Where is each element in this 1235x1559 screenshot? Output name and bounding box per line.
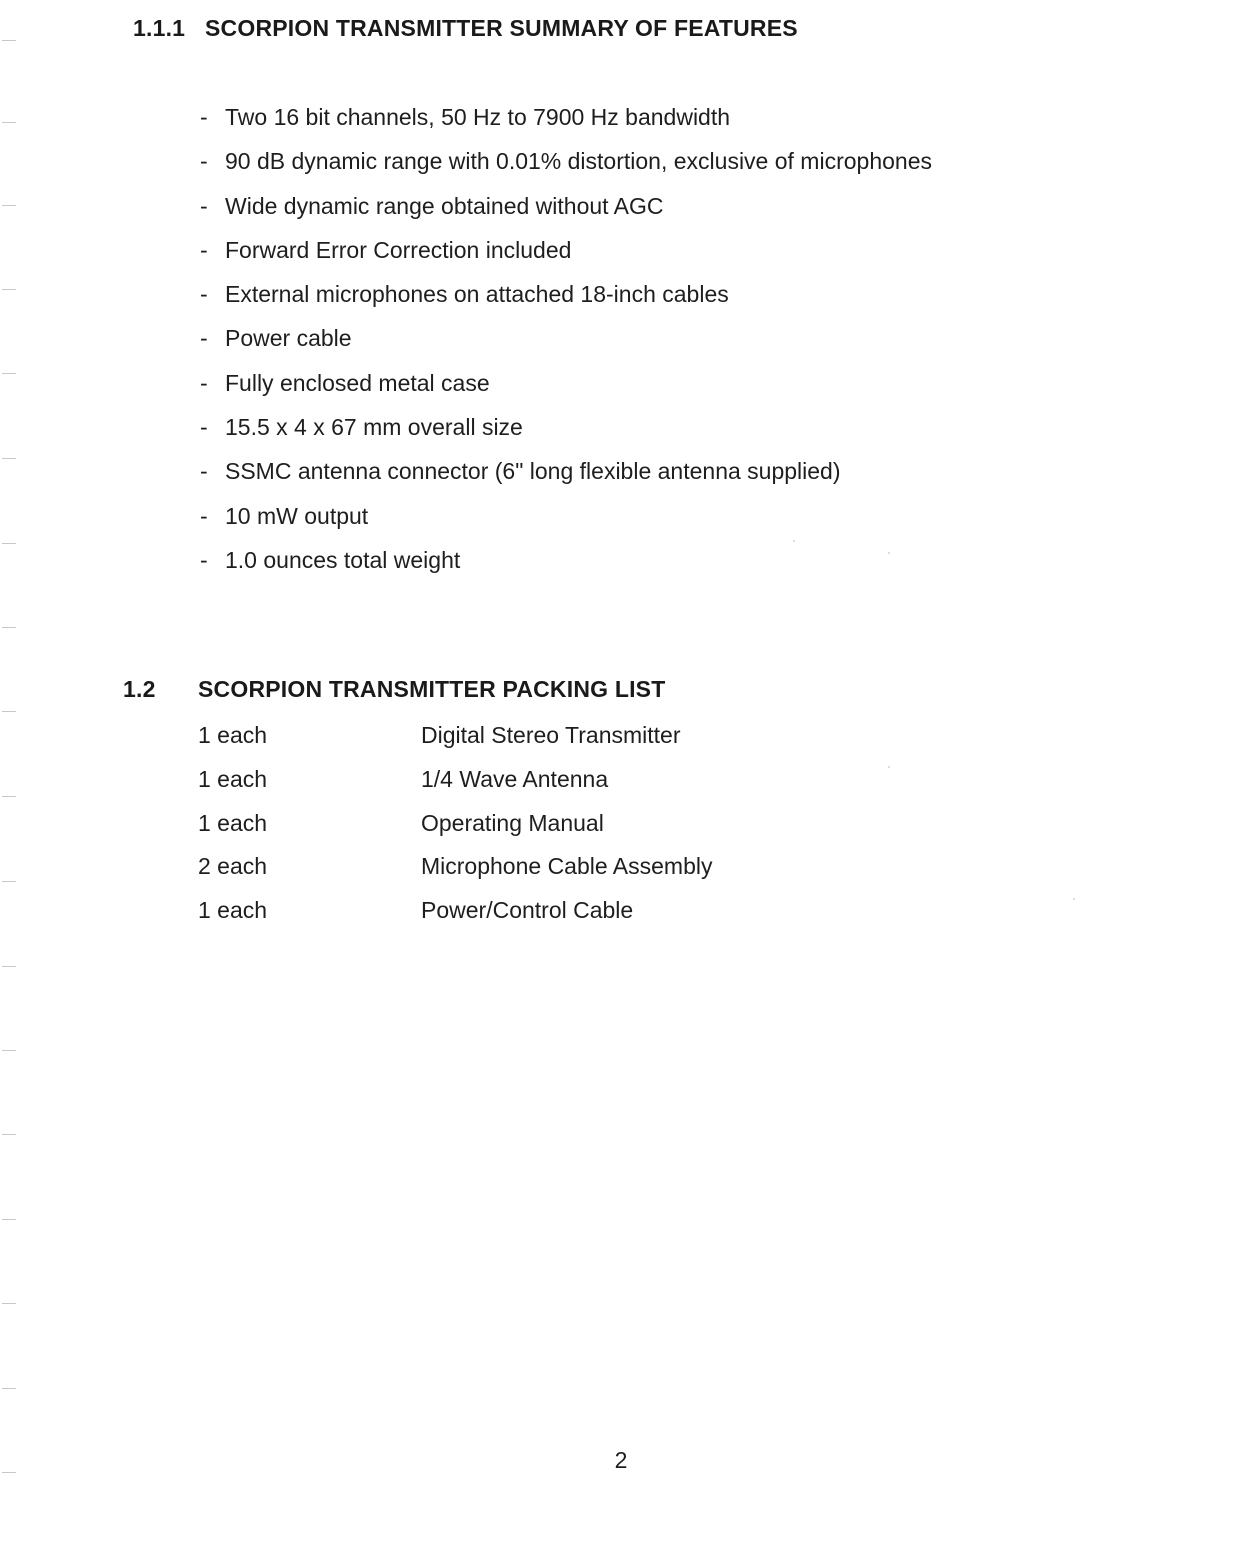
packing-item: Microphone Cable Assembly: [421, 853, 713, 880]
packing-item: Digital Stereo Transmitter: [421, 722, 681, 748]
table-row: [198, 806, 712, 850]
scan-margin-marks: [0, 0, 20, 1559]
section-title: SCORPION TRANSMITTER SUMMARY OF FEATURES: [205, 15, 798, 41]
bullet-dash: -: [200, 369, 208, 396]
features-list: [200, 100, 932, 587]
bullet-dash: -: [200, 281, 208, 308]
bullet-dash: -: [200, 458, 208, 485]
section-title: SCORPION TRANSMITTER PACKING LIST: [198, 676, 666, 702]
packing-quantity: 2 each: [198, 853, 268, 880]
bullet-dash: -: [200, 148, 208, 175]
list-item: [200, 144, 932, 188]
feature-text: Two 16 bit channels, 50 Hz to 7900 Hz bandwidth: [225, 104, 731, 130]
list-item: [200, 543, 932, 587]
packing-item: 1/4 Wave Antenna: [421, 765, 609, 792]
feature-text: Wide dynamic range obtained without AGC: [225, 192, 664, 219]
feature-text: Fully enclosed metal case: [225, 369, 490, 396]
packing-quantity: 1 each: [198, 722, 268, 748]
feature-text: 10 mW output: [225, 502, 369, 529]
bullet-dash: -: [200, 546, 208, 573]
bullet-dash: -: [200, 192, 208, 219]
bullet-dash: -: [200, 325, 208, 352]
section-number: 1.1.1: [133, 15, 186, 41]
section-heading-packing: [123, 676, 665, 703]
list-item: [200, 321, 932, 365]
list-item: [200, 100, 932, 144]
bullet-dash: -: [200, 414, 208, 441]
list-item: [200, 499, 932, 543]
bullet-dash: -: [200, 502, 208, 529]
list-item: [200, 366, 932, 410]
list-item: [200, 410, 932, 454]
list-item: [200, 233, 932, 277]
feature-text: Forward Error Correction included: [225, 236, 572, 263]
table-row: [198, 718, 712, 762]
table-row: [198, 849, 712, 893]
section-number: 1.2: [123, 676, 156, 702]
packing-quantity: 1 each: [198, 765, 268, 792]
table-row: [198, 762, 712, 806]
feature-text: SSMC antenna connector (6" long flexible antenna supplied): [225, 458, 841, 485]
feature-text: 90 dB dynamic range with 0.01% distortion, exclusive of microphones: [225, 148, 932, 175]
packing-item: Operating Manual: [421, 809, 604, 836]
feature-text: External microphones on attached 18-inch cables: [225, 281, 729, 308]
packing-quantity: 1 each: [198, 809, 268, 836]
feature-text: 1.0 ounces total weight: [225, 546, 461, 573]
bullet-dash: -: [200, 104, 208, 130]
section-heading-features: [133, 15, 798, 42]
feature-text: Power cable: [225, 325, 352, 352]
table-row: [198, 893, 712, 937]
feature-text: 15.5 x 4 x 67 mm overall size: [225, 414, 523, 441]
packing-quantity: 1 each: [198, 897, 268, 924]
list-item: [200, 454, 932, 498]
scan-speck: [888, 766, 890, 768]
list-item: [200, 189, 932, 233]
scan-speck: [1073, 898, 1075, 900]
packing-list: [198, 718, 712, 937]
list-item: [200, 277, 932, 321]
bullet-dash: -: [200, 236, 208, 263]
packing-item: Power/Control Cable: [421, 897, 634, 924]
page-number: 2: [614, 1447, 628, 1473]
